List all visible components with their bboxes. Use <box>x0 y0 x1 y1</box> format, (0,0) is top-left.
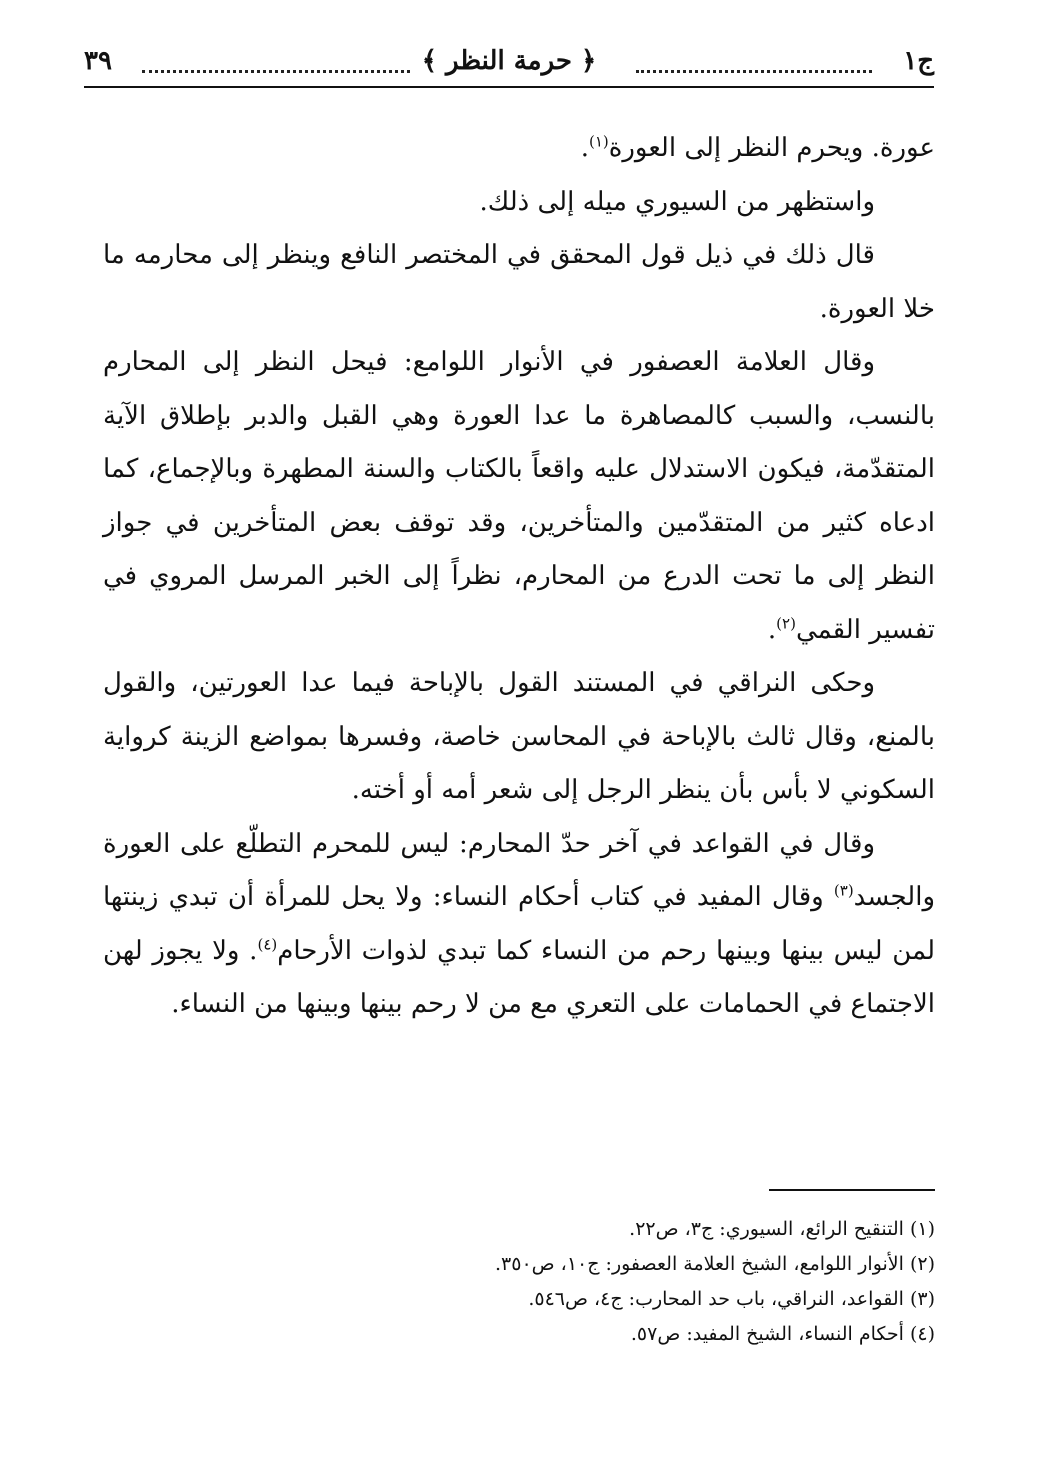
paragraph: وقال في القواعد في آخر حدّ المحارم: ليس للمحرم التطلّع على العورة والجسد$^{(٣)}$ وقال المفيد في كتاب أحكام النساء: ولا يحل للمرأة أن تبدي زينتها لمن ليس بينها وبينها رحم من النساء كما تبدي لذوات الأرحام$^{(٤)}$. ولا يجوز لهن الاجتماع في الحمامات على التعري مع من لا رحم بينها وبينها من النساء. <box>103 828 935 1019</box>
footnote-ref: (٣) <box>833 881 854 900</box>
paragraph: وقال العلامة العصفور في الأنوار اللوامع: فيحل النظر إلى المحارم بالنسب، والسبب كالمصاهرة ما عدا العورة وهي القبل والدبر بإطلاق الآية المتقدّمة، فيكون الاستدلال عليه واقعاً بالكتاب والسنة المطهرة وبالإجماع، كما ادعاه كثير من المتقدّمين والمتأخرين، وقد توقف بعض المتأخرين في جواز النظر إلى ما تحت الدرع من المحارم، نظراً إلى الخبر المرسل المروي في تفسير القمي$^{(٢)}$. <box>103 347 935 645</box>
footnote-ref: (٢) <box>776 613 796 632</box>
footnote: (٢) الأنوار اللوامع، الشيخ العلامة العصفور: ج١٠، ص٣٥٠. <box>494 1253 935 1275</box>
running-header <box>84 38 934 88</box>
volume-label: ج١ <box>903 46 934 76</box>
page-number: ٣٩ <box>84 46 112 76</box>
paragraph: واستظهر من السيوري ميله إلى ذلك. <box>479 186 875 217</box>
paragraph: عورة. ويحرم النظر إلى العورة$^{(١)}$. <box>580 132 935 163</box>
footnotes <box>103 1212 935 1352</box>
footnote: (١) التنقيح الرائع، السيوري: ج٣، ص٢٢. <box>629 1218 935 1240</box>
footnote: (٤) أحكام النساء، الشيخ المفيد: ص٥٧. <box>630 1323 935 1345</box>
footnote-ref: (٤) <box>257 934 278 953</box>
header-divider <box>84 86 934 88</box>
paragraph: قال ذلك في ذيل قول المحقق في المختصر النافع وينظر إلى محارمه ما خلا العورة. <box>103 240 935 324</box>
footnote: (٣) القواعد، النراقي، باب حد المحارب: ج٤، ص٥٤٦. <box>528 1288 935 1310</box>
chapter-title: ﴿ حرمة النظر ﴾ <box>421 46 597 76</box>
footnote-ref: (١) <box>588 132 609 151</box>
main-text <box>103 122 935 1032</box>
footnote-divider <box>769 1189 935 1191</box>
header-dot-leader <box>142 70 410 73</box>
header-dot-leader <box>636 70 872 73</box>
paragraph: وحكى النراقي في المستند القول بالإباحة فيما عدا العورتين، والقول بالمنع، وقال ثالث بالإباحة في المحاسن خاصة، وفسرها بمواضع الزينة كرواية السكوني لا بأس بأن ينظر الرجل إلى شعر أمه أو أخته. <box>103 668 935 805</box>
